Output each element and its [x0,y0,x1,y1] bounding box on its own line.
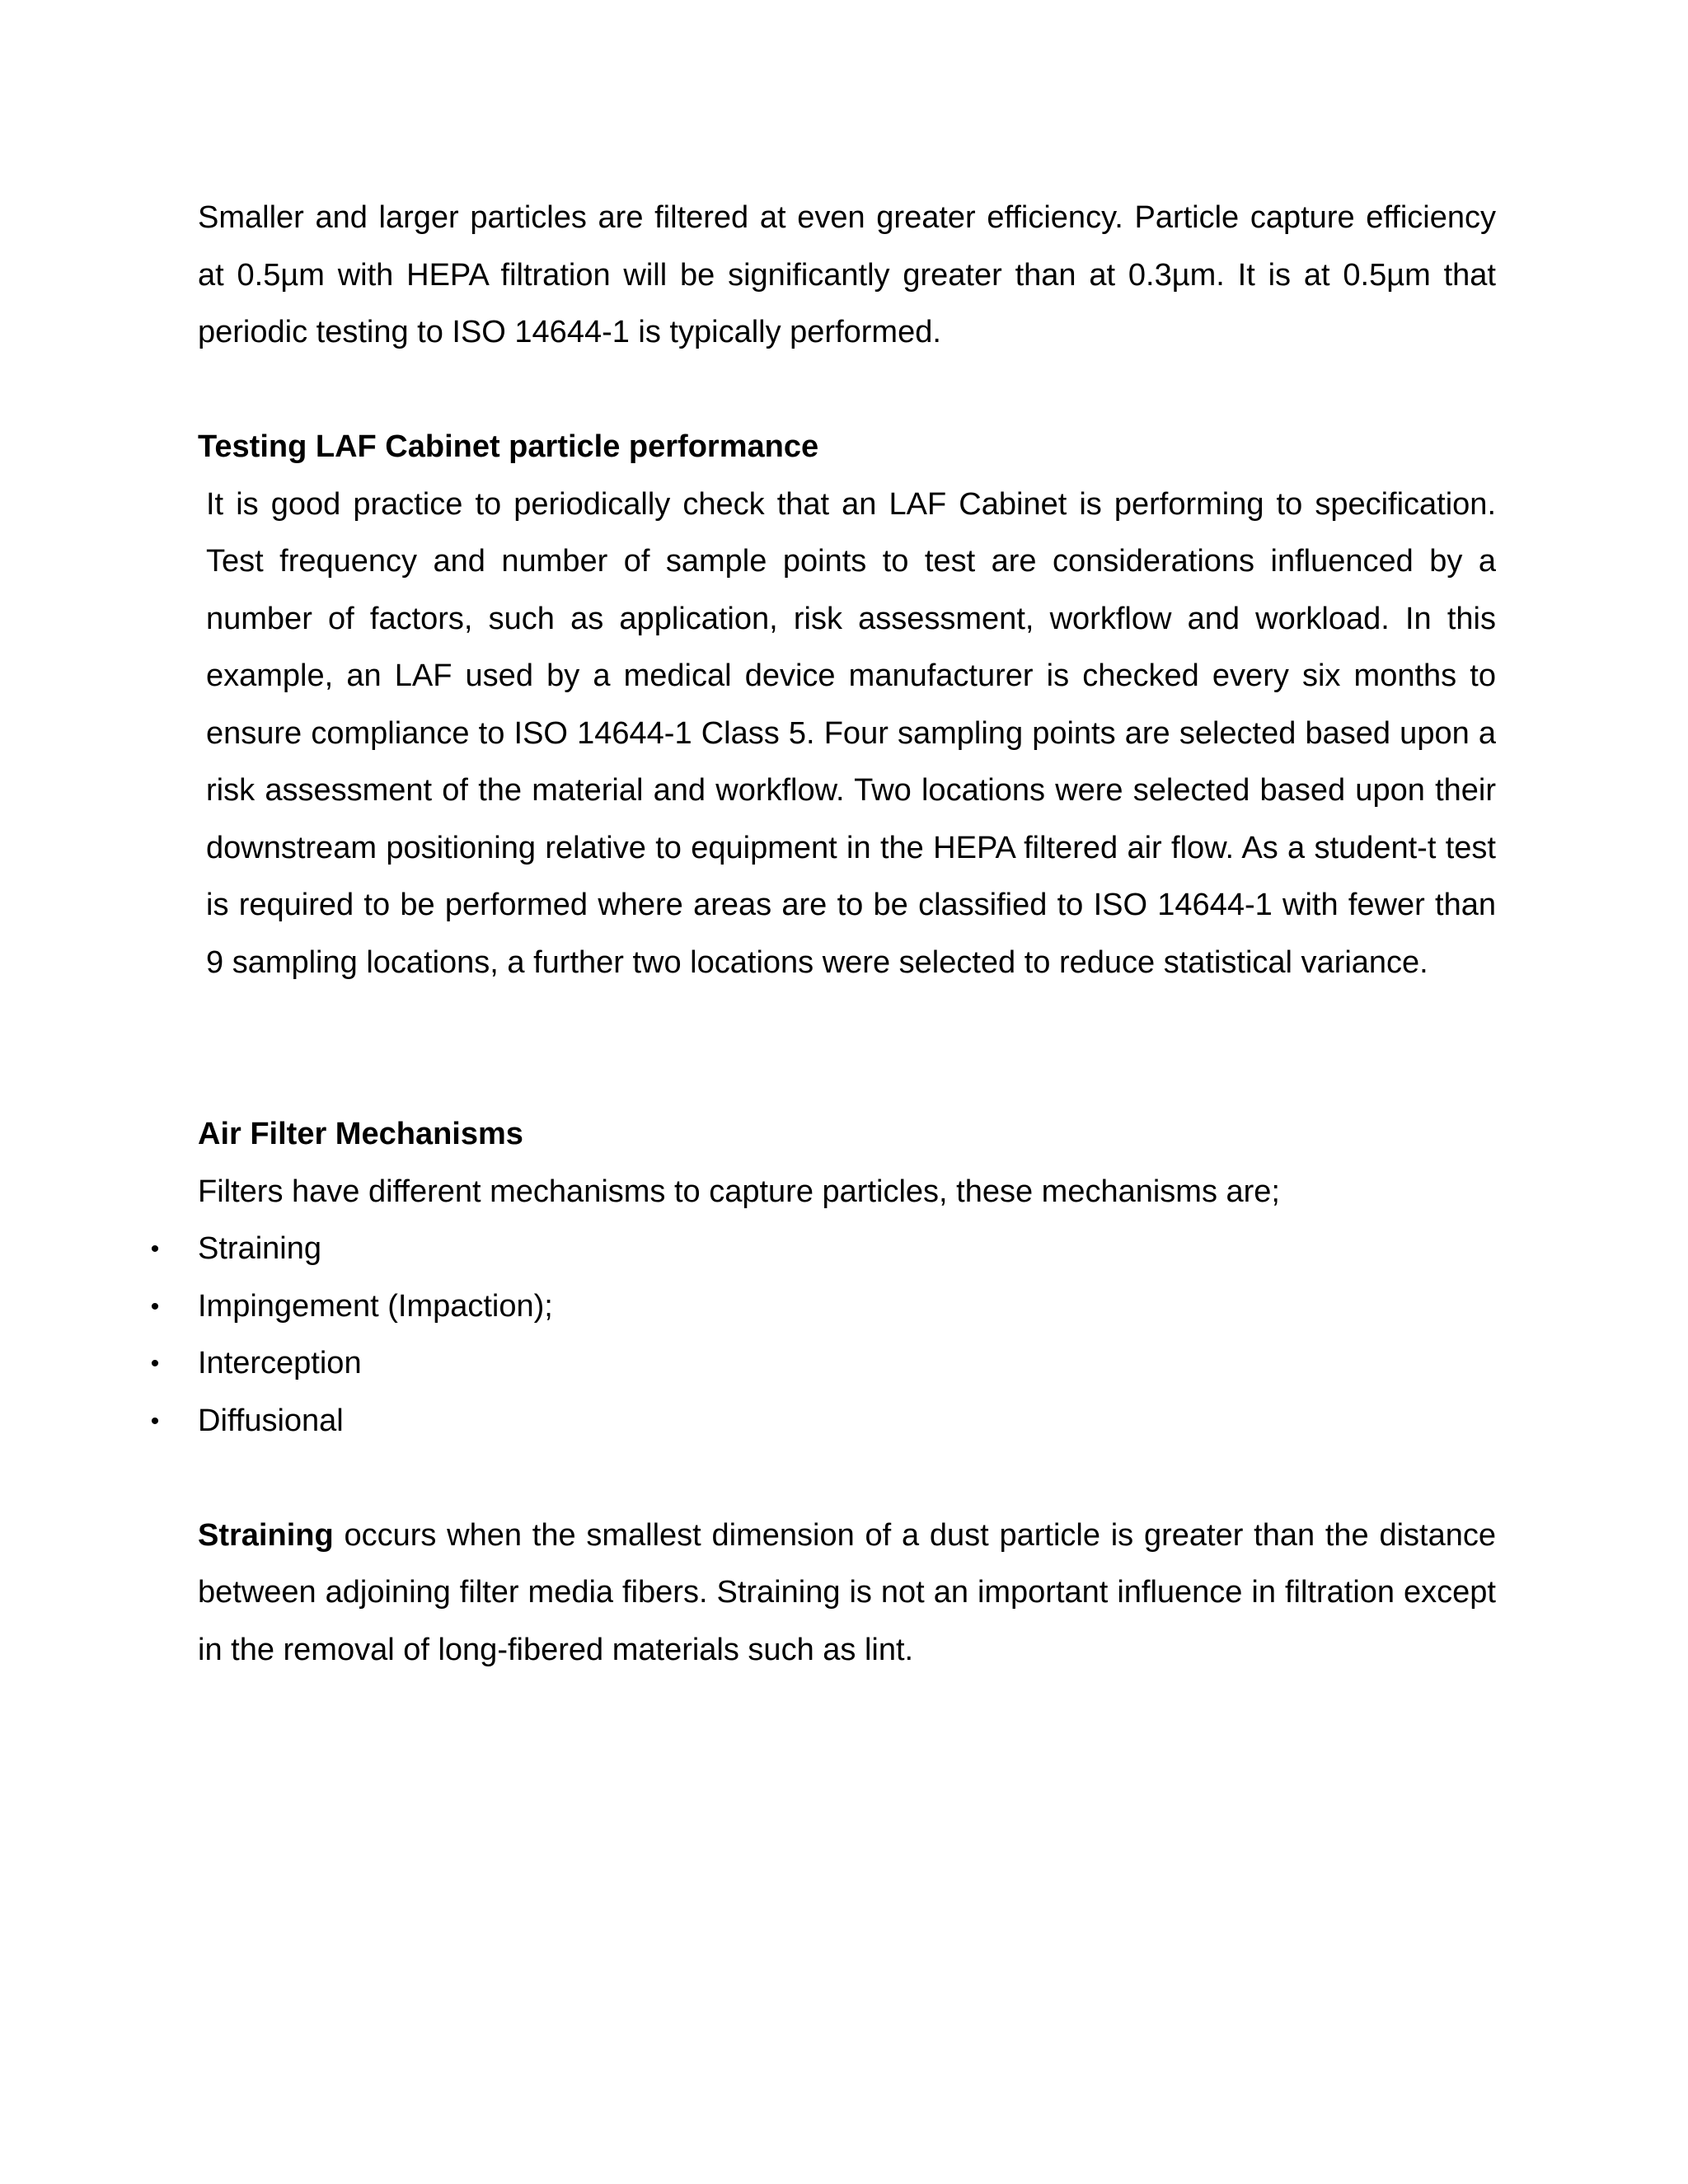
list-item [150,1221,1496,1278]
bullet-icon: • [150,1350,160,1377]
list-item-label: Impingement (Impaction); [198,1288,553,1324]
straining-paragraph [198,1507,1496,1680]
straining-term: Straining [198,1517,334,1553]
mechanisms-list [150,1221,1496,1450]
straining-text: occurs when the smallest dimension of a dust particle is greater than the distance between adjoining filter media fibers. Straining is not an important influence in filtration except in the removal of long-fibered materials such as lint. [198,1517,1496,1667]
list-item-label: Diffusional [198,1403,344,1438]
bullet-icon: • [150,1407,160,1435]
list-item [150,1278,1496,1336]
spacer [198,362,1496,419]
spacer [198,1450,1496,1507]
list-item-label: Straining [198,1231,321,1266]
list-item [150,1393,1496,1451]
spacer [198,991,1496,1106]
intro-paragraph: Smaller and larger particles are filtered at even greater efficiency. Particle capture efficiency at 0.5µm with HEPA filtration will be significantly greater than at 0.3µm. It is at 0.5µm that periodic testing to ISO 14644-1 is typically performed. [198,200,1496,349]
mechanisms-intro: Filters have different mechanisms to capture particles, these mechanisms are; [198,1174,1280,1209]
bullet-icon: • [150,1292,160,1320]
mechanisms-heading: Air Filter Mechanisms [198,1117,523,1151]
list-item-label: Interception [198,1346,362,1380]
list-item [150,1335,1496,1393]
testing-heading: Testing LAF Cabinet particle performance [198,429,819,464]
testing-paragraph: It is good practice to periodically check that an LAF Cabinet is performing to specification. Test frequency and number of sample points to test are considerations influenced by a number of factors, such as application, risk assessment, workflow and workload. In this example, an LAF used by a medical device manufacturer is checked every six months to ensure compliance to ISO 14644-1 Class 5. Four sampling points are selected based upon a risk assessment of the material and workflow. Two locations were selected based upon their downstream positioning relative to equipment in the HEPA filtered air flow. As a student-t test is required to be performed where areas are to be classified to ISO 14644-1 with fewer than 9 sampling locations, a further two locations were selected to reduce statistical variance. [206,486,1496,980]
document-body [150,190,1496,1679]
bullet-icon: • [150,1235,160,1263]
